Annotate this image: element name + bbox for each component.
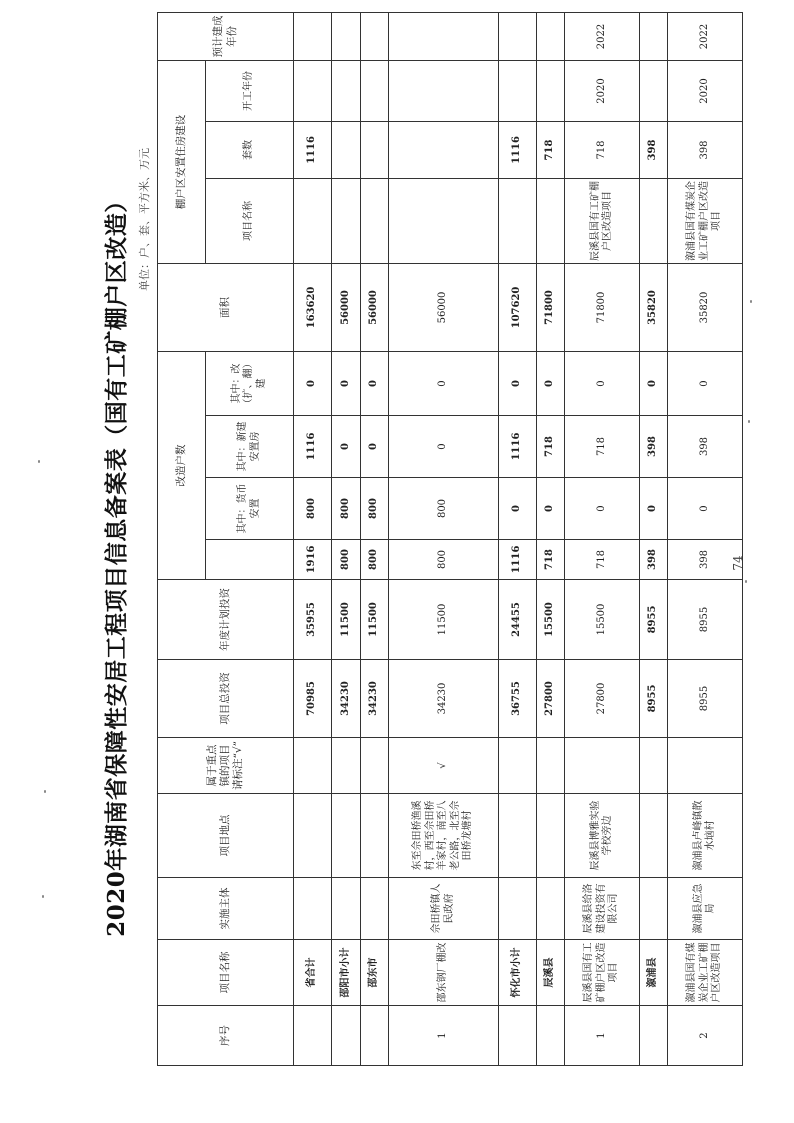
cell-start-year: [294, 60, 332, 121]
cell-rebuild: 0: [668, 352, 743, 416]
cell-annual-invest: 35955: [294, 580, 332, 660]
cell-implementer: 佘田桥镇人民政府: [389, 878, 499, 940]
cell-finish-year: [294, 12, 332, 60]
cell-finish-year: [389, 12, 499, 60]
cell-start-year: [640, 60, 668, 121]
cell-cash: 0: [565, 478, 640, 540]
cell-seq: [332, 1006, 361, 1066]
header-households-total: [206, 540, 294, 580]
cell-total-invest: 34230: [332, 660, 361, 738]
cell-housing-name: [499, 179, 537, 264]
header-housing-group: 棚户区安置住房建设: [158, 60, 206, 263]
cell-cash: 0: [668, 478, 743, 540]
cell-total-invest: 8955: [640, 660, 668, 738]
cell-area: 107620: [499, 264, 537, 352]
cell-new-build: 718: [537, 416, 565, 478]
cell-key-town: [640, 738, 668, 794]
cell-finish-year: [332, 12, 361, 60]
cell-units: 1116: [294, 122, 332, 179]
header-finish-year: 预计建成年份: [158, 12, 294, 60]
cell-rebuild: 0: [361, 352, 389, 416]
cell-annual-invest: 15500: [565, 580, 640, 660]
cell-seq: [640, 1006, 668, 1066]
cell-project-name: 辰溪县: [537, 940, 565, 1006]
scan-speck: [42, 895, 44, 898]
cell-area: 56000: [361, 264, 389, 352]
cell-seq: 1: [565, 1006, 640, 1066]
cell-rebuild: 0: [499, 352, 537, 416]
cell-finish-year: [640, 12, 668, 60]
cell-project-name: 溆浦县: [640, 940, 668, 1006]
cell-implementer: [332, 878, 361, 940]
cell-units: [361, 122, 389, 179]
header-location: 项目地点: [158, 794, 294, 878]
header-key-town: 属于重点镇的项目请标注“√”: [158, 738, 294, 794]
cell-key-town: [499, 738, 537, 794]
cell-area: 56000: [389, 264, 499, 352]
cell-project-name: 溆浦县国有煤炭企业工矿棚户区改造项目: [668, 940, 743, 1006]
header-rebuild: 其中：改（扩、翻）建: [206, 352, 294, 416]
cell-total-invest: 36755: [499, 660, 537, 738]
cell-project-name: 省合计: [294, 940, 332, 1006]
project-table: [157, 12, 743, 1066]
cell-area: 71800: [537, 264, 565, 352]
page-number: 74: [731, 555, 745, 571]
cell-cash: 0: [499, 478, 537, 540]
cell-start-year: [499, 60, 537, 121]
cell-location: [537, 794, 565, 878]
cell-units: [389, 122, 499, 179]
scan-speck: [44, 790, 46, 793]
scan-speck: [745, 580, 747, 583]
cell-project-name: 辰溪县国有工矿棚户区改造项目: [565, 940, 640, 1006]
cell-area: 35820: [668, 264, 743, 352]
cell-rebuild: 0: [389, 352, 499, 416]
cell-total-invest: 8955: [668, 660, 743, 738]
cell-key-town: [332, 738, 361, 794]
cell-key-town: √: [389, 738, 499, 794]
cell-key-town: [537, 738, 565, 794]
cell-new-build: 398: [668, 416, 743, 478]
header-seq: 序号: [158, 1006, 294, 1066]
cell-location: 辰溪县博雅实验学校旁边: [565, 794, 640, 878]
scan-speck: [748, 420, 750, 423]
cell-housing-name: [361, 179, 389, 264]
cell-units: 398: [668, 122, 743, 179]
cell-housing-name: [640, 179, 668, 264]
cell-households: 1116: [499, 540, 537, 580]
cell-households: 718: [565, 540, 640, 580]
table-row: [565, 12, 640, 1065]
cell-project-name: 邵东钢厂棚改: [389, 940, 499, 1006]
cell-total-invest: 34230: [389, 660, 499, 738]
cell-new-build: 398: [640, 416, 668, 478]
table-row: [668, 12, 743, 1065]
cell-households: 718: [537, 540, 565, 580]
cell-total-invest: 27800: [565, 660, 640, 738]
cell-housing-name: [537, 179, 565, 264]
cell-start-year: [332, 60, 361, 121]
cell-seq: [537, 1006, 565, 1066]
cell-housing-name: [389, 179, 499, 264]
cell-implementer: [537, 878, 565, 940]
table-row: [294, 12, 332, 1065]
cell-seq: [499, 1006, 537, 1066]
cell-new-build: 0: [389, 416, 499, 478]
cell-seq: [294, 1006, 332, 1066]
cell-location: [640, 794, 668, 878]
cell-start-year: 2020: [668, 60, 743, 121]
cell-key-town: [294, 738, 332, 794]
cell-area: 35820: [640, 264, 668, 352]
cell-annual-invest: 8955: [640, 580, 668, 660]
table-row: [389, 12, 499, 1065]
cell-units: 1116: [499, 122, 537, 179]
table-row: [361, 12, 389, 1065]
cell-units: [332, 122, 361, 179]
cell-project-name: 邵阳市小计: [332, 940, 361, 1006]
cell-start-year: [389, 60, 499, 121]
header-annual-invest: 年度计划投资: [158, 580, 294, 660]
cell-units: 718: [537, 122, 565, 179]
cell-implementer: 溆浦县应急局: [668, 878, 743, 940]
cell-annual-invest: 15500: [537, 580, 565, 660]
cell-new-build: 1116: [294, 416, 332, 478]
cell-rebuild: 0: [537, 352, 565, 416]
cell-location: [361, 794, 389, 878]
cell-cash: 800: [294, 478, 332, 540]
cell-new-build: 0: [332, 416, 361, 478]
cell-key-town: [668, 738, 743, 794]
unit-note: 单位：户、套、平方米、万元: [138, 148, 151, 291]
cell-housing-name: 溆浦县国有煤炭企业工矿棚户区改造项目: [668, 179, 743, 264]
table-row: [640, 12, 668, 1065]
scan-speck: [750, 300, 752, 303]
cell-implementer: [294, 878, 332, 940]
header-new-build: 其中：新建安置房: [206, 416, 294, 478]
cell-seq: [361, 1006, 389, 1066]
cell-start-year: 2020: [565, 60, 640, 121]
cell-annual-invest: 24455: [499, 580, 537, 660]
header-households-group: 改造户数: [158, 352, 206, 580]
header-project-name: 项目名称: [158, 940, 294, 1006]
cell-area: 56000: [332, 264, 361, 352]
cell-households: 800: [389, 540, 499, 580]
cell-units: 718: [565, 122, 640, 179]
cell-key-town: [565, 738, 640, 794]
cell-finish-year: 2022: [668, 12, 743, 60]
cell-new-build: 718: [565, 416, 640, 478]
header-total-invest: 项目总投资: [158, 660, 294, 738]
cell-housing-name: [332, 179, 361, 264]
cell-location: 溆浦县卢峰镇散水垴村: [668, 794, 743, 878]
cell-implementer: 辰溪县给洛建设投资有限公司: [565, 878, 640, 940]
table-row: [537, 12, 565, 1065]
cell-new-build: 1116: [499, 416, 537, 478]
cell-finish-year: [537, 12, 565, 60]
table-row: [499, 12, 537, 1065]
cell-seq: 1: [389, 1006, 499, 1066]
cell-annual-invest: 8955: [668, 580, 743, 660]
header-area: 面积: [158, 264, 294, 352]
cell-rebuild: 0: [332, 352, 361, 416]
cell-finish-year: [499, 12, 537, 60]
cell-cash: 800: [332, 478, 361, 540]
cell-annual-invest: 11500: [389, 580, 499, 660]
cell-start-year: [537, 60, 565, 121]
header-implementer: 实施主体: [158, 878, 294, 940]
cell-new-build: 0: [361, 416, 389, 478]
cell-location: [294, 794, 332, 878]
cell-finish-year: [361, 12, 389, 60]
cell-project-name: 怀化市小计: [499, 940, 537, 1006]
header-cash: 其中：货币安置: [206, 478, 294, 540]
cell-implementer: [499, 878, 537, 940]
cell-cash: 800: [389, 478, 499, 540]
cell-households: 800: [332, 540, 361, 580]
table-row: [332, 12, 361, 1065]
cell-location: [499, 794, 537, 878]
header-units: 套数: [206, 122, 294, 179]
scan-speck: [38, 460, 40, 463]
cell-households: 398: [668, 540, 743, 580]
cell-area: 163620: [294, 264, 332, 352]
header-start-year: 开工年份: [206, 60, 294, 121]
cell-housing-name: [294, 179, 332, 264]
cell-rebuild: 0: [640, 352, 668, 416]
header-housing-name: 项目名称: [206, 179, 294, 264]
cell-households: 1916: [294, 540, 332, 580]
cell-housing-name: 辰溪县国有工矿棚户区改造项目: [565, 179, 640, 264]
cell-annual-invest: 11500: [361, 580, 389, 660]
cell-total-invest: 27800: [537, 660, 565, 738]
cell-seq: 2: [668, 1006, 743, 1066]
cell-cash: 0: [640, 478, 668, 540]
cell-start-year: [361, 60, 389, 121]
cell-rebuild: 0: [294, 352, 332, 416]
cell-households: 800: [361, 540, 389, 580]
cell-cash: 0: [537, 478, 565, 540]
cell-rebuild: 0: [565, 352, 640, 416]
cell-finish-year: 2022: [565, 12, 640, 60]
cell-implementer: [361, 878, 389, 940]
cell-location: 东至佘田桥渔溪村，西至佘田桥羊家村，南至八老公路，北至佘田桥龙塘村: [389, 794, 499, 878]
cell-total-invest: 70985: [294, 660, 332, 738]
cell-area: 71800: [565, 264, 640, 352]
cell-cash: 800: [361, 478, 389, 540]
cell-location: [332, 794, 361, 878]
page-title: 2020年湖南省保障性安居工程项目信息备案表（国有工矿棚户区改造）: [103, 189, 130, 937]
cell-households: 398: [640, 540, 668, 580]
cell-units: 398: [640, 122, 668, 179]
cell-key-town: [361, 738, 389, 794]
cell-project-name: 邵东市: [361, 940, 389, 1006]
cell-annual-invest: 11500: [332, 580, 361, 660]
cell-implementer: [640, 878, 668, 940]
cell-total-invest: 34230: [361, 660, 389, 738]
